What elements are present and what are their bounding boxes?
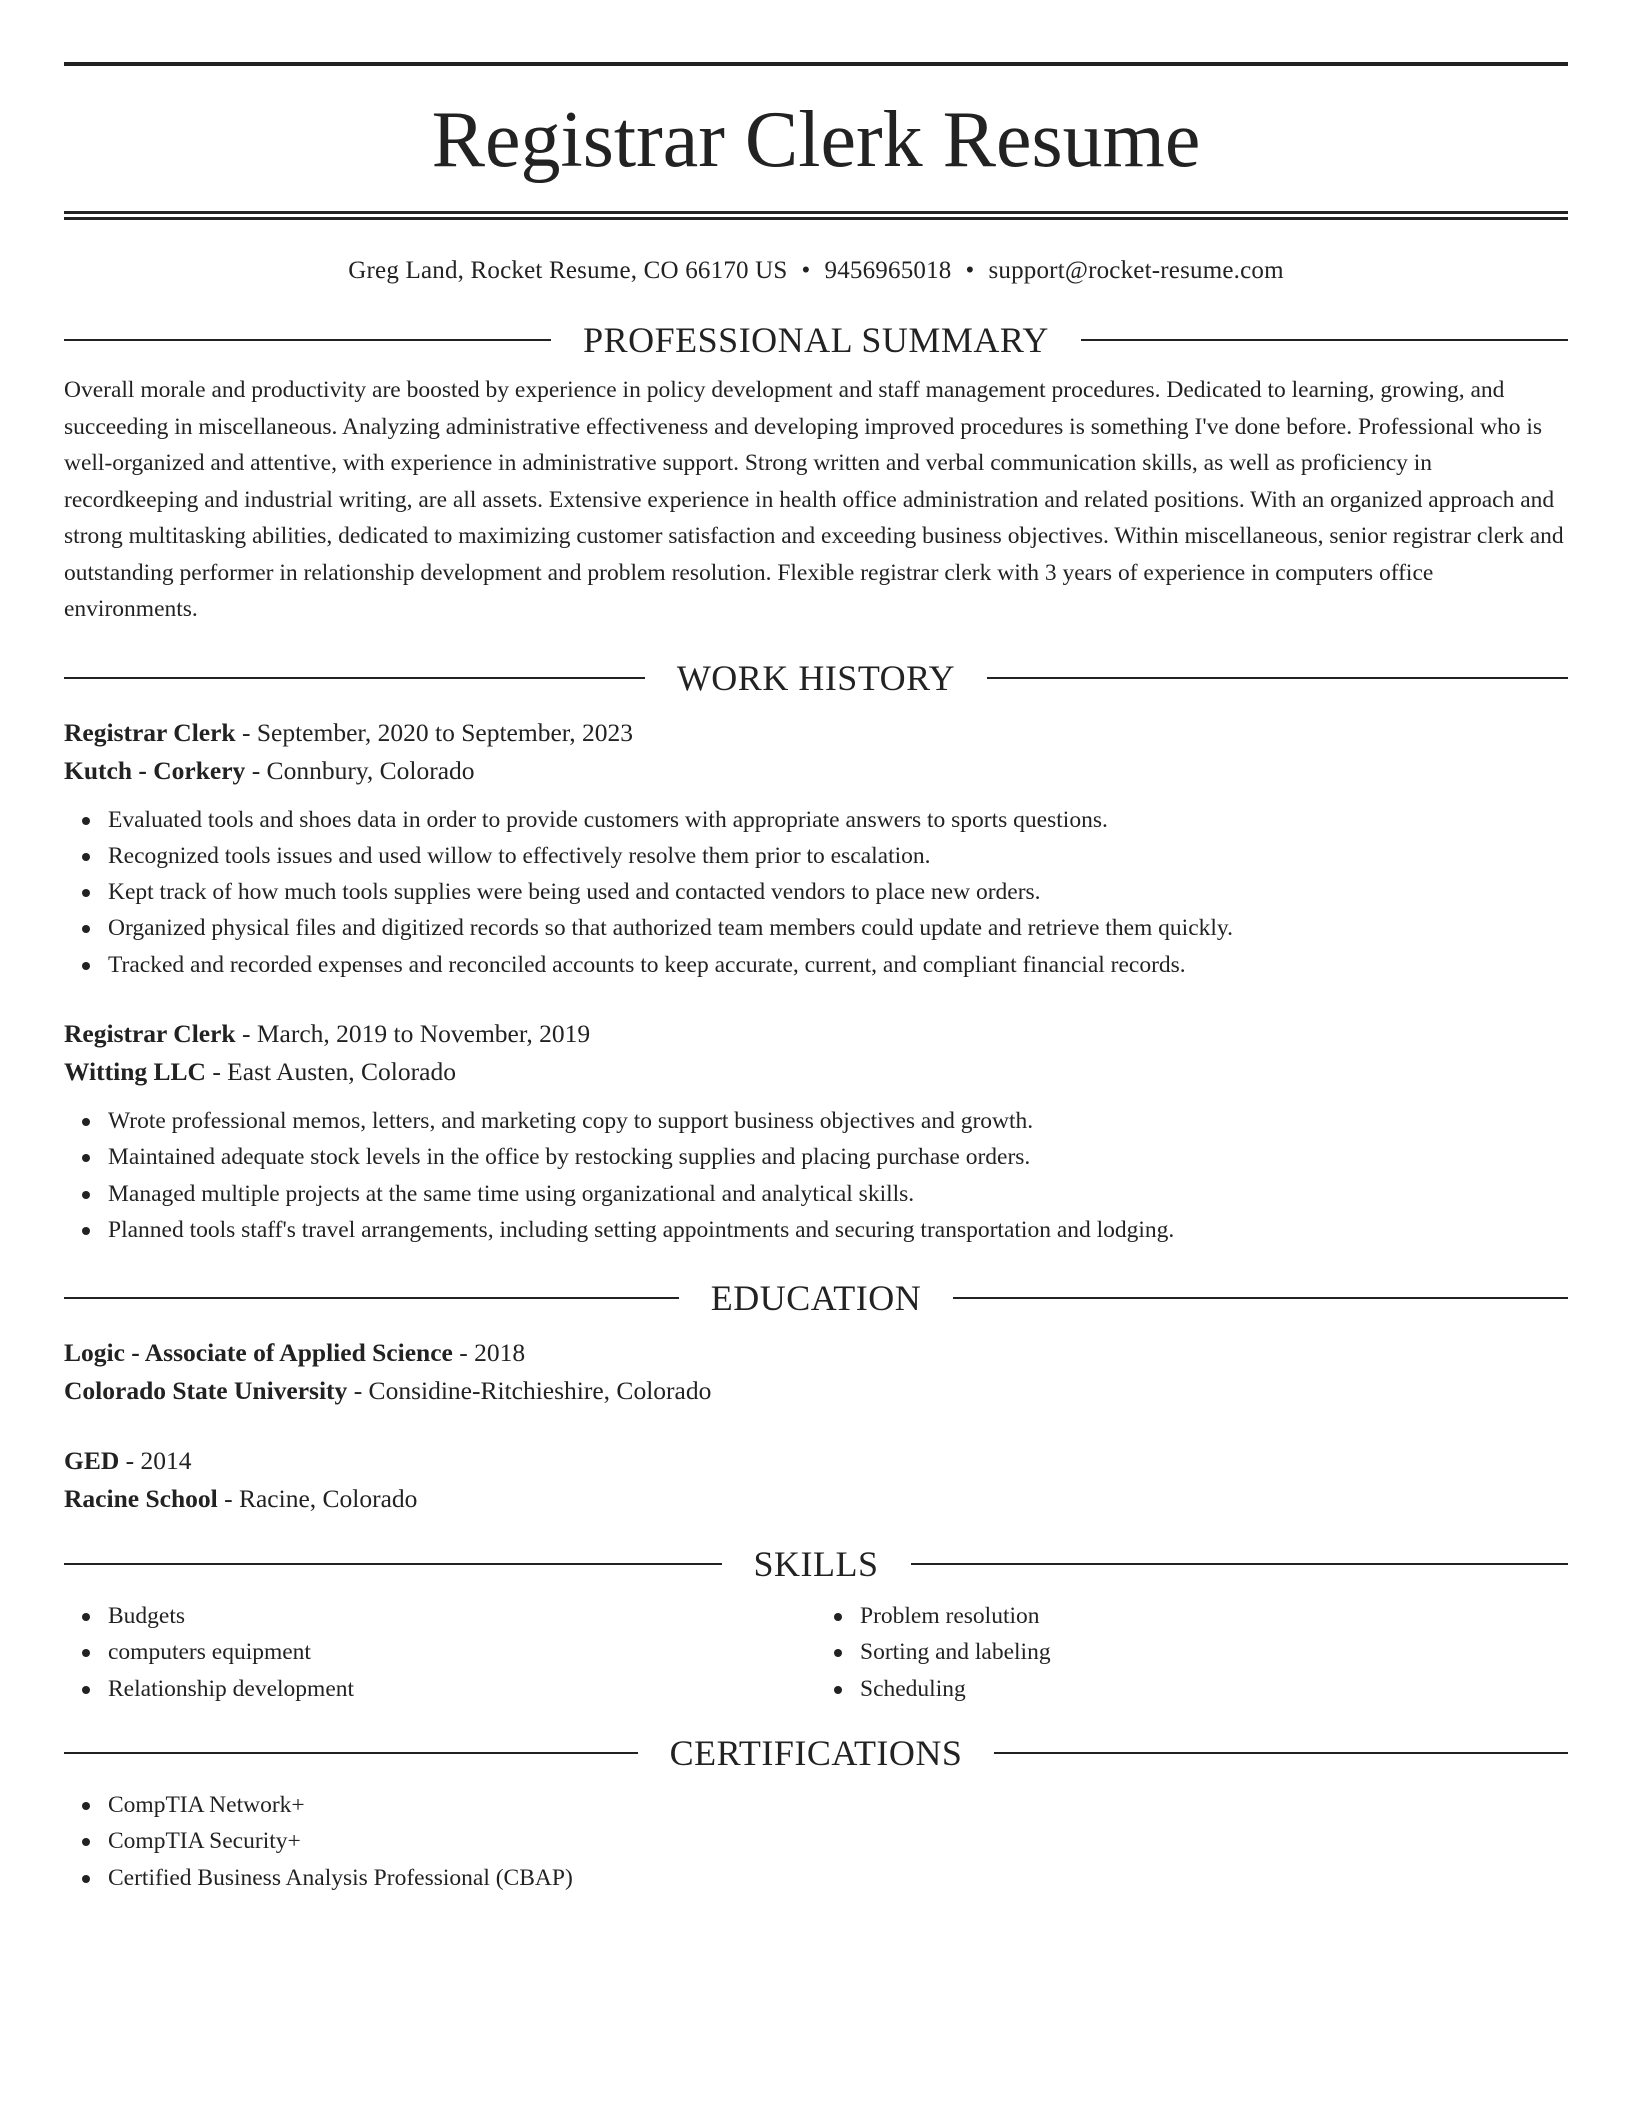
summary-text: Overall morale and productivity are boosted by experience in policy development and staff management procedures. Dedicated to learning, growing, and succeeding in miscellaneous. Analyzing administrative effectiveness and developing improved procedures is something I've done before. Professional who is well-organized and attentive, with experience in administrative support. Strong written and verbal communication skills, as well as proficiency in recordkeeping and industrial writing, are all assets. Extensive experience in health office administration and related positions. With an organized approach and strong multitasking abilities, dedicated to maximizing customer satisfaction and exceeding business objectives. Within miscellaneous, senior registrar clerk and outstanding performer in relationship development and problem resolution. Flexible registrar clerk with 3 years of experience in computers office environments. xyxy=(64,377,1564,622)
heading-rule-left xyxy=(64,677,645,679)
skills-section-heading xyxy=(64,1544,1568,1584)
school-location: - Considine-Ritchieshire, Colorado xyxy=(347,1376,712,1406)
heading-rule-right xyxy=(953,1297,1568,1299)
job-company: Kutch - Corkery xyxy=(64,755,246,785)
job-bullets xyxy=(64,1103,1568,1248)
heading-rule-right xyxy=(994,1752,1568,1754)
list-item: Budgets xyxy=(108,1598,816,1634)
list-item: Maintained adequate stock levels in the office by restocking supplies and placing purchase orders. xyxy=(108,1139,1568,1175)
degree-line xyxy=(64,1442,1568,1480)
skills-right-column xyxy=(816,1598,1568,1707)
education-section-heading xyxy=(64,1278,1568,1318)
school: Racine School xyxy=(64,1484,218,1514)
list-item: Kept track of how much tools supplies were being used and contacted vendors to place new orders. xyxy=(108,874,1568,910)
job-title-line xyxy=(64,1015,1568,1053)
list-item: Problem resolution xyxy=(860,1598,1568,1634)
degree: Logic - Associate of Applied Science xyxy=(64,1338,453,1368)
contact-separator: • xyxy=(965,257,975,284)
degree-year: - 2014 xyxy=(119,1446,192,1476)
list-item: Recognized tools issues and used willow to effectively resolve them prior to escalation. xyxy=(108,838,1568,874)
certifications-list xyxy=(64,1787,1568,1896)
degree-line xyxy=(64,1334,1568,1372)
job-location: - Connbury, Colorado xyxy=(245,755,475,785)
work-section-heading xyxy=(64,658,1568,698)
school-location: - Racine, Colorado xyxy=(217,1484,418,1514)
contact-address: Greg Land, Rocket Resume, CO 66170 US xyxy=(348,257,788,284)
education-entry xyxy=(64,1334,1568,1410)
heading-rule-right xyxy=(987,677,1568,679)
list-item: Evaluated tools and shoes data in order to provide customers with appropriate answers to sports questions. xyxy=(108,802,1568,838)
heading-rule-left xyxy=(64,339,551,341)
list-item: CompTIA Network+ xyxy=(108,1787,1568,1823)
school-line xyxy=(64,1372,1568,1410)
heading-rule-left xyxy=(64,1752,638,1754)
summary-section-heading xyxy=(64,320,1568,360)
heading-rule-right xyxy=(1081,339,1568,341)
skills-left-column xyxy=(64,1598,816,1707)
list-item: CompTIA Security+ xyxy=(108,1823,1568,1859)
list-item: Managed multiple projects at the same time using organizational and analytical skills. xyxy=(108,1176,1568,1212)
list-item: Organized physical files and digitized records so that authorized team members could update and retrieve them quickly. xyxy=(108,910,1568,946)
heading-rule-left xyxy=(64,1563,722,1565)
job-bullets xyxy=(64,802,1568,983)
contact-email: support@rocket-resume.com xyxy=(988,257,1284,284)
education-heading: EDUCATION xyxy=(710,1278,922,1319)
contact-separator: • xyxy=(801,257,811,284)
summary-heading: PROFESSIONAL SUMMARY xyxy=(583,320,1049,360)
job-title: Registrar Clerk xyxy=(64,1018,236,1048)
contact-phone: 9456965018 xyxy=(824,257,952,284)
job-location: - East Austen, Colorado xyxy=(205,1056,456,1086)
contact-line xyxy=(64,256,1568,286)
work-heading: WORK HISTORY xyxy=(676,657,956,698)
job-title-line xyxy=(64,714,1568,752)
degree: GED xyxy=(64,1446,120,1476)
job-entry xyxy=(64,714,1568,983)
job-dates: - March, 2019 to November, 2019 xyxy=(235,1018,591,1048)
list-item: Tracked and recorded expenses and reconciled accounts to keep accurate, current, and compliant financial records. xyxy=(108,947,1568,983)
job-company: Witting LLC xyxy=(64,1056,206,1086)
job-title: Registrar Clerk xyxy=(64,717,236,747)
job-entry xyxy=(64,1015,1568,1248)
list-item: Sorting and labeling xyxy=(860,1634,1568,1670)
certifications-heading: CERTIFICATIONS xyxy=(669,1733,963,1774)
job-company-line xyxy=(64,752,1568,790)
list-item: Certified Business Analysis Professional (CBAP) xyxy=(108,1860,1568,1896)
list-item: Planned tools staff's travel arrangements, including setting appointments and securing transportation and lodging. xyxy=(108,1212,1568,1248)
job-company-line xyxy=(64,1053,1568,1091)
list-item: Relationship development xyxy=(108,1671,816,1707)
school: Colorado State University xyxy=(64,1376,348,1406)
title-double-rule xyxy=(64,211,1568,220)
skills-grid xyxy=(64,1598,1568,1707)
list-item: Wrote professional memos, letters, and marketing copy to support business objectives and growth. xyxy=(108,1103,1568,1139)
education-entry xyxy=(64,1442,1568,1518)
certifications-section-heading xyxy=(64,1733,1568,1773)
degree-year: - 2018 xyxy=(452,1338,526,1368)
list-item: computers equipment xyxy=(108,1634,816,1670)
school-line xyxy=(64,1480,1568,1518)
top-rule xyxy=(64,62,1568,66)
list-item: Scheduling xyxy=(860,1671,1568,1707)
heading-rule-right xyxy=(911,1563,1569,1565)
skills-heading: SKILLS xyxy=(753,1544,879,1585)
resume-title: Registrar Clerk Resume xyxy=(431,96,1201,184)
heading-rule-left xyxy=(64,1297,679,1299)
job-dates: - September, 2020 to September, 2023 xyxy=(235,717,633,747)
